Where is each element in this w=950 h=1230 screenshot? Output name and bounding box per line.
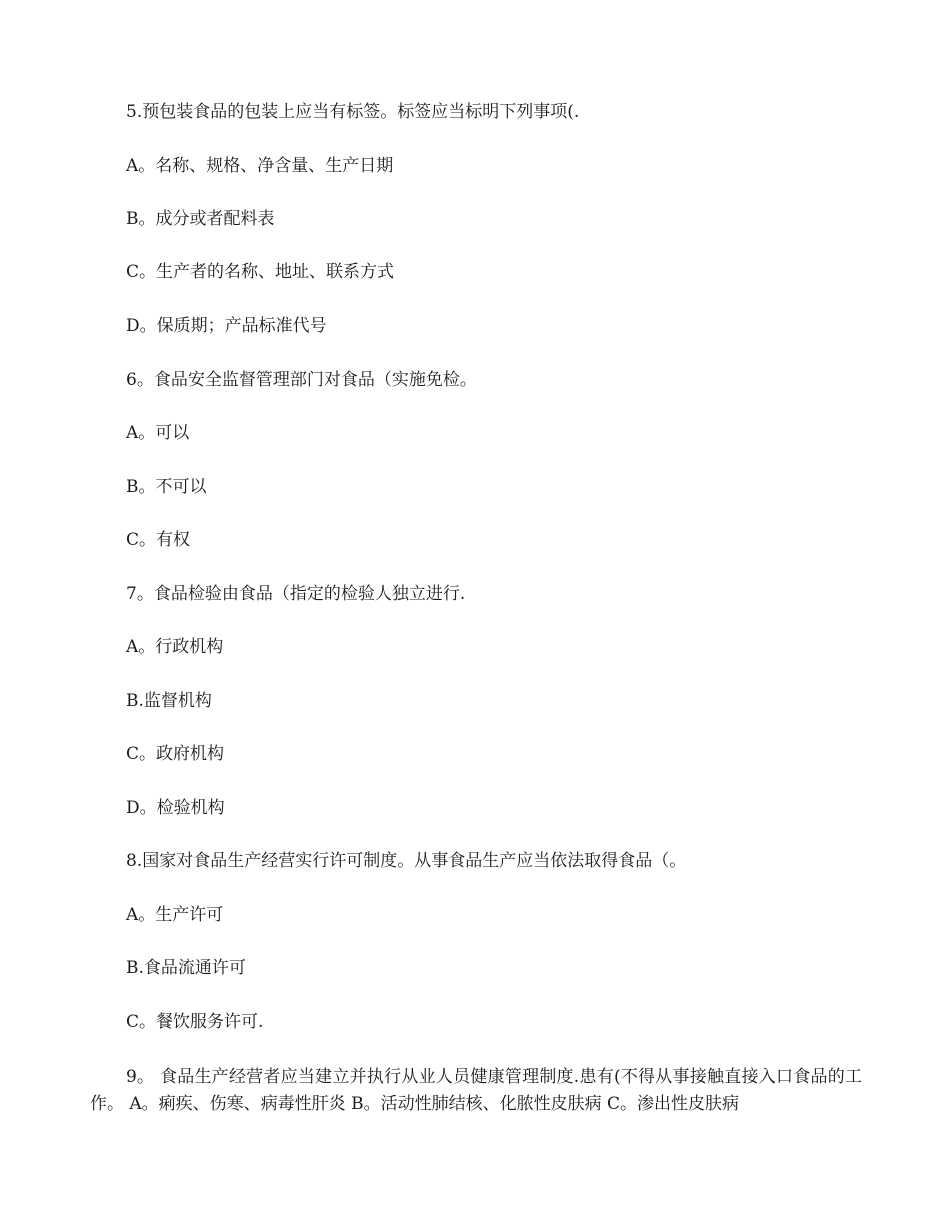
question-7-option-c: C。政府机构 — [126, 744, 225, 764]
question-8-option-b: B.食品流通许可 — [126, 958, 246, 978]
question-5-option-a: A。名称、规格、净含量、生产日期 — [126, 156, 394, 176]
question-6-option-b: B。不可以 — [126, 477, 207, 497]
question-5-option-c: C。生产者的名称、地址、联系方式 — [126, 262, 395, 282]
question-6-option-c: C。有权 — [126, 530, 191, 550]
question-8-option-a: A。生产许可 — [126, 905, 224, 925]
question-5-option-d: D。保质期；产品标准代号 — [126, 316, 327, 336]
question-5-option-b: B。成分或者配料表 — [126, 209, 275, 229]
question-6-option-a: A。可以 — [126, 423, 190, 443]
question-7-option-d: D。检验机构 — [126, 798, 225, 818]
question-6-stem: 6。食品安全监督管理部门对食品（实施免检。 — [126, 370, 477, 390]
question-8-stem: 8.国家对食品生产经营实行许可制度。从事食品生产应当依法取得食品（。 — [126, 851, 687, 871]
question-8-option-c: C。餐饮服务许可. — [126, 1012, 264, 1032]
question-7-stem: 7。食品检验由食品（指定的检验人独立进行. — [126, 584, 466, 604]
question-9-paragraph: 9。 食品生产经营者应当建立并执行从业人员健康管理制度.患有(不得从事接触直接入口食品的工作。 A。痢疾、伤寒、病毒性肝炎 B。活动性肺结核、化脓性皮肤病 C。渗出性皮肤病 — [90, 1067, 862, 1114]
question-5-stem: 5.预包装食品的包装上应当有标签。标签应当标明下列事项(. — [126, 102, 580, 122]
question-7-option-a: A。行政机构 — [126, 637, 224, 657]
question-7-option-b: B.监督机构 — [126, 691, 212, 711]
